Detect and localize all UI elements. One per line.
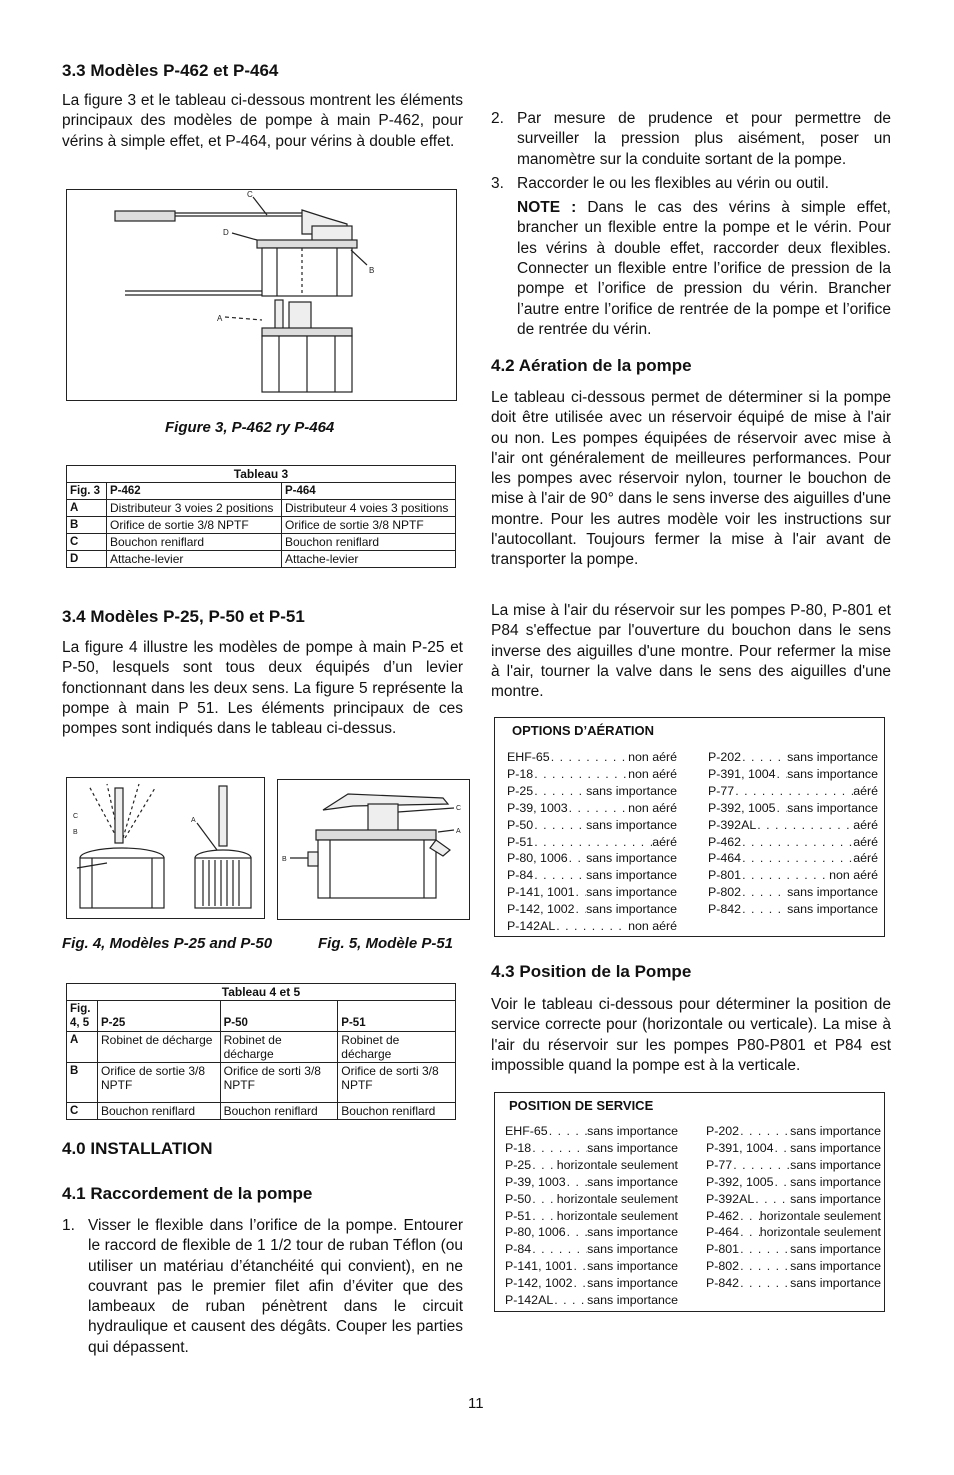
service-position-title: POSITION DE SERVICE	[509, 1098, 654, 1113]
model-value: sans importance	[586, 783, 677, 798]
table-cell: Attache-levier	[107, 551, 282, 568]
model-value: sans importance	[586, 885, 677, 900]
table-row	[67, 1063, 456, 1103]
step-text: Visser le flexible dans l’orifice de la pompe. Entourer le raccord de flexible de 1 1/2 tour de ruban Téflon (ou utiliser un matériau d’étanchéité qui convient), en ne couvrant pas le premier filet afin d’éviter que des lambeaux de ruban pénètrent dans le circuit hydraulique et causent des dégâts. Couper les parties qui dépassent.	[88, 1217, 463, 1356]
list-item	[507, 867, 677, 884]
section-4-2-heading: 4.2 Aération de la pompe	[491, 356, 692, 375]
list-item	[708, 884, 878, 901]
model-name: P-50	[507, 817, 534, 832]
list-item	[505, 1157, 678, 1174]
model-name: P-464	[708, 851, 742, 866]
model-value: sans importance	[790, 1276, 881, 1291]
step-text: Par mesure de prudence et pour permettre de surveiller la pression plus aisément, poser un manomètre sur la conduite sortant de la pompe.	[517, 110, 891, 168]
model-value: sans importance	[586, 868, 677, 883]
section-4-2-paragraph-2: La mise à l'air du réservoir sur les pompes P-80, P-801 et P84 s'effectue par l'ouverture du bouchon dans le sens inverse des aiguilles d'une montre. Pour refermer la mise à l'air, tourner la valve dans le sens des aiguilles d'une montre.	[491, 602, 891, 701]
model-value: horizontale seulement	[556, 1157, 678, 1172]
table-3-title: Tableau 3	[67, 466, 456, 483]
figure-5-caption: Fig. 5, Modèle P-51	[318, 935, 454, 952]
list-item	[505, 1123, 678, 1140]
model-name: P-842	[708, 902, 742, 917]
note-text: Dans le cas des vérins à simple effet, brancher un flexible entre la pompe et le vérin. Pour les vérins à double effet, raccorder deux flexibles. Connecter un flexible entre l’orifice de pression de la pompe et l’orifice de pression du vérin. Brancher l’autre entre l’orifice de rentrée de la pompe et l’orifice de rentrée du vérin.	[517, 199, 891, 338]
model-name: P-802	[708, 885, 742, 900]
list-item	[708, 901, 878, 918]
table-row	[67, 500, 456, 517]
dot-leader	[754, 1191, 790, 1208]
table-cell: Orifice de sorti 3/8 NPTF	[338, 1063, 456, 1103]
model-value: sans importance	[587, 1174, 678, 1189]
list-item	[706, 1241, 881, 1258]
dot-leader	[533, 783, 586, 800]
table-cell: Robinet de décharge	[98, 1032, 221, 1063]
model-name: P-802	[706, 1259, 740, 1274]
model-name: P-392AL	[706, 1191, 755, 1206]
model-name: P-391, 1004	[708, 766, 776, 781]
table-cell: A	[67, 500, 107, 517]
section-3-4-heading: 3.4 Modèles P-25, P-50 et P-51	[62, 607, 305, 626]
list-item	[505, 1275, 678, 1292]
fig4-label-c: C	[73, 813, 79, 820]
model-value: sans importance	[586, 851, 677, 866]
model-name: P-142, 1002	[505, 1276, 573, 1291]
dot-leader	[566, 1224, 587, 1241]
table-cell: Orifice de sortie 3/8 NPTF	[107, 517, 282, 534]
fig4-label-a: A	[191, 817, 196, 824]
model-name: P-842	[706, 1276, 740, 1291]
model-name: P-84	[507, 868, 534, 883]
table-row	[67, 517, 456, 534]
table-row	[67, 534, 456, 551]
table-cell: Robinet de décharge	[220, 1032, 338, 1063]
list-item	[706, 1224, 881, 1241]
position-list-left	[505, 1123, 678, 1309]
dot-leader	[741, 884, 787, 901]
model-value: sans importance	[787, 800, 878, 815]
table-cell: Robinet de décharge	[338, 1032, 456, 1063]
model-name: P-80, 1006	[507, 851, 568, 866]
table-cell: B	[67, 1063, 98, 1103]
table-cell: A	[67, 1032, 98, 1063]
model-value: horizontale seulement	[556, 1208, 678, 1223]
model-name: P-51	[505, 1208, 532, 1223]
list-item	[505, 1292, 678, 1309]
list-item	[706, 1275, 881, 1292]
section-4-1-heading: 4.1 Raccordement de la pompe	[62, 1184, 313, 1203]
model-name: EHF-65	[507, 750, 550, 764]
table-3-header-p462: P-462	[107, 483, 282, 500]
dot-leader	[739, 1275, 790, 1292]
list-item	[507, 901, 677, 918]
model-value: non aéré	[628, 919, 677, 934]
pump-p51-illustration	[278, 780, 469, 919]
dot-leader	[553, 1292, 587, 1309]
list-item	[706, 1174, 881, 1191]
dot-leader	[739, 1123, 790, 1140]
dot-leader	[531, 1208, 557, 1225]
dot-leader	[548, 1123, 587, 1140]
list-item	[706, 1208, 881, 1225]
dot-leader	[774, 1174, 791, 1191]
list-item	[505, 1208, 678, 1225]
model-value: sans importance	[790, 1140, 881, 1155]
table-row	[67, 551, 456, 568]
dot-leader	[568, 800, 628, 817]
model-name: P-801	[708, 868, 742, 883]
dot-leader	[533, 817, 586, 834]
dot-leader	[734, 783, 853, 800]
list-item	[708, 817, 878, 834]
list-item	[507, 749, 677, 766]
page-number: 11	[468, 1395, 484, 1412]
figure-3-drawing	[66, 189, 457, 401]
section-3-3-paragraph: La figure 3 et le tableau ci-dessous montrent les éléments principaux des modèles de pompe à main P-462, pour vérins à simple effet, et P-464, pour vérins à double effet.	[62, 92, 463, 150]
dot-leader	[739, 1224, 760, 1241]
model-value: sans importance	[787, 750, 878, 764]
table-cell: C	[67, 534, 107, 551]
model-value: sans importance	[587, 1140, 678, 1155]
figure-5-drawing	[277, 779, 470, 920]
step-number: 2.	[491, 110, 504, 127]
model-name: P-84	[505, 1242, 532, 1257]
model-value: sans importance	[586, 902, 677, 917]
model-name: P-392, 1005	[708, 800, 776, 815]
model-value: sans importance	[790, 1259, 881, 1274]
figure-4-drawing	[66, 777, 265, 919]
dot-leader	[741, 850, 853, 867]
table-4-5-header-p50: P-50	[220, 1001, 338, 1032]
list-item	[708, 749, 878, 766]
model-value: sans importance	[787, 902, 878, 917]
model-name: P-80, 1006	[505, 1225, 566, 1240]
dot-leader	[531, 1157, 557, 1174]
list-item	[507, 850, 677, 867]
fig3-label-b: B	[369, 266, 375, 275]
table-3	[66, 465, 456, 568]
list-item	[706, 1140, 881, 1157]
list-item	[505, 1191, 678, 1208]
list-item	[505, 1241, 678, 1258]
list-item	[507, 783, 677, 800]
dot-leader	[776, 800, 788, 817]
model-name: P-141, 1001	[505, 1259, 573, 1274]
dot-leader	[531, 1140, 587, 1157]
dot-leader	[575, 884, 587, 901]
dot-leader	[550, 749, 628, 766]
table-3-header-p464: P-464	[282, 483, 456, 500]
model-name: P-142AL	[505, 1293, 554, 1308]
note-label: NOTE :	[517, 199, 577, 217]
venting-list-left	[507, 749, 677, 935]
dot-leader	[741, 867, 829, 884]
model-name: P-25	[507, 783, 534, 798]
model-name: P-18	[507, 766, 534, 781]
section-4-2-paragraph-1: Le tableau ci-dessous permet de déterminer si la pompe doit être utilisée avec un réservoir équipé de mise à l'air ou non. Les pompes équipées de réservoir avec mise à l'air ont généralement de meilleures performances. Pour les pompes avec réservoir nylon, tourner le bouchon de mise à l'air de 90° dans le sens inverse des aiguilles d'une montre. Pour les autres modèle voir les instructions sur l'autocollant. Toujours fermer la mise à l'air avant de transporter la pompe.	[491, 389, 891, 569]
model-name: P-202	[708, 750, 742, 764]
fig4-label-b: B	[73, 829, 78, 836]
dot-leader	[568, 850, 586, 867]
model-name: P-462	[706, 1208, 740, 1223]
step-number: 3.	[491, 174, 504, 192]
model-name: P-25	[505, 1157, 532, 1172]
table-cell: Bouchon reniflard	[220, 1103, 338, 1120]
step-text: Raccorder le ou les flexibles au vérin ou outil.	[517, 174, 829, 192]
model-name: P-77	[708, 783, 735, 798]
section-3-4-paragraph: La figure 4 illustre les modèles de pompe à main P-25 et P-50, lesquels sont tous deux équipés d’un levier fonctionnant dans les deux sens. La figure 5 représente la pompe à main P 51. Les éléments principaux de ces pompes sont indiqués dans le tableau ci-dessus.	[62, 639, 463, 738]
list-item	[507, 834, 677, 851]
section-3-3-heading: 3.3 Modèles P-462 et P-464	[62, 61, 279, 80]
model-value: sans importance	[587, 1276, 678, 1291]
model-value: sans importance	[790, 1157, 881, 1172]
dot-leader	[741, 834, 853, 851]
list-item	[507, 766, 677, 783]
venting-options-box	[494, 717, 885, 937]
dot-leader	[756, 817, 853, 834]
list-item	[706, 1191, 881, 1208]
model-value: horizontale seulement	[759, 1208, 881, 1223]
table-cell: Orifice de sortie 3/8 NPTF	[98, 1063, 221, 1103]
fig3-label-d: D	[223, 228, 229, 237]
table-4-5-header-p51: P-51	[338, 1001, 456, 1032]
table-cell: Bouchon reniflard	[338, 1103, 456, 1120]
model-name: P-141, 1001	[507, 885, 575, 900]
model-value: sans importance	[787, 766, 878, 781]
fig3-label-a: A	[217, 314, 223, 323]
pump-p462-illustration	[67, 190, 456, 400]
list-item	[507, 918, 677, 935]
position-list-right	[706, 1123, 881, 1292]
model-value: horizontale seulement	[759, 1225, 881, 1240]
dot-leader	[573, 1258, 588, 1275]
model-value: sans importance	[587, 1259, 678, 1274]
list-item	[708, 766, 878, 783]
table-cell: Orifice de sortie 3/8 NPTF	[282, 517, 456, 534]
pump-p25-p50-illustration	[67, 778, 264, 918]
model-name: P-392, 1005	[706, 1174, 774, 1189]
table-cell: B	[67, 517, 107, 534]
table-cell: C	[67, 1103, 98, 1120]
venting-options-title: OPTIONS D’AÉRATION	[512, 723, 655, 738]
dot-leader	[533, 766, 628, 783]
model-value: sans importance	[587, 1242, 678, 1257]
model-value: non aéré	[628, 750, 677, 764]
install-step-1	[62, 1216, 463, 1358]
model-value: aéré	[853, 851, 878, 866]
list-item	[708, 800, 878, 817]
list-item	[505, 1258, 678, 1275]
list-item	[706, 1157, 881, 1174]
list-item	[507, 800, 677, 817]
model-value: aéré	[853, 834, 878, 849]
model-value: sans importance	[790, 1191, 881, 1206]
dot-leader	[575, 901, 587, 918]
model-name: P-392AL	[708, 817, 757, 832]
model-value: non aéré	[628, 766, 677, 781]
dot-leader	[741, 749, 787, 766]
model-name: P-77	[706, 1157, 733, 1172]
list-item	[505, 1174, 678, 1191]
list-item	[507, 817, 677, 834]
table-4-5-header-fig: Fig. 4, 5	[67, 1001, 98, 1032]
dot-leader	[774, 1140, 791, 1157]
section-4-3-heading: 4.3 Position de la Pompe	[491, 962, 692, 981]
model-value: sans importance	[790, 1174, 881, 1189]
model-value: horizontale seulement	[556, 1191, 678, 1206]
model-name: P-50	[505, 1191, 532, 1206]
model-value: aéré	[853, 817, 878, 832]
model-value: sans importance	[587, 1293, 678, 1308]
step-number: 1.	[62, 1217, 75, 1234]
model-value: sans importance	[790, 1124, 881, 1138]
model-value: aéré	[652, 834, 677, 849]
fig5-label-b: B	[282, 856, 287, 863]
table-cell: Attache-levier	[282, 551, 456, 568]
table-row	[67, 1032, 456, 1063]
model-value: aéré	[853, 783, 878, 798]
model-name: P-391, 1004	[706, 1140, 774, 1155]
list-item	[708, 834, 878, 851]
model-name: P-464	[706, 1225, 740, 1240]
model-name: P-202	[706, 1124, 740, 1138]
table-cell: D	[67, 551, 107, 568]
model-name: P-142AL	[507, 919, 556, 934]
model-value: sans importance	[787, 885, 878, 900]
list-item	[706, 1258, 881, 1275]
dot-leader	[739, 1258, 790, 1275]
dot-leader	[739, 1208, 760, 1225]
model-name: P-142, 1002	[507, 902, 575, 917]
model-value: sans importance	[587, 1124, 678, 1138]
section-4-3-paragraph: Voir le tableau ci-dessous pour déterminer la position de service correcte pour (horizontale ou verticale). La mise à l'air du réservoir sur les pompes P80-P801 et P84 est impossible quand la pompe est à la verticale.	[491, 996, 891, 1074]
fig5-label-a: A	[456, 828, 461, 835]
model-value: non aéré	[829, 868, 878, 883]
model-name: P-18	[505, 1140, 532, 1155]
install-steps-2-3	[491, 109, 891, 340]
dot-leader	[741, 901, 787, 918]
list-item	[505, 1224, 678, 1241]
table-3-header-fig: Fig. 3	[67, 483, 107, 500]
model-name: EHF-65	[505, 1124, 548, 1138]
dot-leader	[566, 1174, 587, 1191]
table-4-5-header-p25: P-25	[98, 1001, 221, 1032]
dot-leader	[776, 766, 788, 783]
table-cell: Distributeur 3 voies 2 positions	[107, 500, 282, 517]
model-name: P-51	[507, 834, 534, 849]
table-cell: Bouchon reniflard	[107, 534, 282, 551]
dot-leader	[732, 1157, 790, 1174]
figure-3-caption: Figure 3, P-462 ry P-464	[165, 419, 335, 436]
service-position-box	[494, 1092, 885, 1312]
model-value: sans importance	[790, 1242, 881, 1257]
dot-leader	[573, 1275, 588, 1292]
table-row	[67, 1103, 456, 1120]
list-item	[708, 867, 878, 884]
list-item	[706, 1123, 881, 1140]
model-value: non aéré	[628, 800, 677, 815]
dot-leader	[531, 1241, 587, 1258]
dot-leader	[533, 834, 652, 851]
model-name: P-39, 1003	[507, 800, 568, 815]
table-cell: Distributeur 4 voies 3 positions	[282, 500, 456, 517]
dot-leader	[555, 918, 628, 935]
table-4-5-title: Tableau 4 et 5	[67, 984, 456, 1001]
dot-leader	[739, 1241, 790, 1258]
model-name: P-462	[708, 834, 742, 849]
model-value: sans importance	[586, 817, 677, 832]
dot-leader	[531, 1191, 557, 1208]
model-name: P-801	[706, 1242, 740, 1257]
table-cell: Orifice de sorti 3/8 NPTF	[220, 1063, 338, 1103]
table-cell: Bouchon reniflard	[282, 534, 456, 551]
fig3-label-c: C	[247, 190, 253, 199]
figure-4-caption: Fig. 4, Modèles P-25 and P-50	[62, 935, 273, 952]
model-value: sans importance	[587, 1225, 678, 1240]
venting-list-right	[708, 749, 878, 918]
model-name: P-39, 1003	[505, 1174, 566, 1189]
list-item	[505, 1140, 678, 1157]
list-item	[708, 850, 878, 867]
list-item	[708, 783, 878, 800]
table-4-5	[66, 983, 456, 1120]
table-cell: Bouchon reniflard	[98, 1103, 221, 1120]
dot-leader	[533, 867, 586, 884]
fig5-label-c: C	[456, 805, 462, 812]
list-item	[507, 884, 677, 901]
section-4-0-heading: 4.0 INSTALLATION	[62, 1139, 213, 1158]
